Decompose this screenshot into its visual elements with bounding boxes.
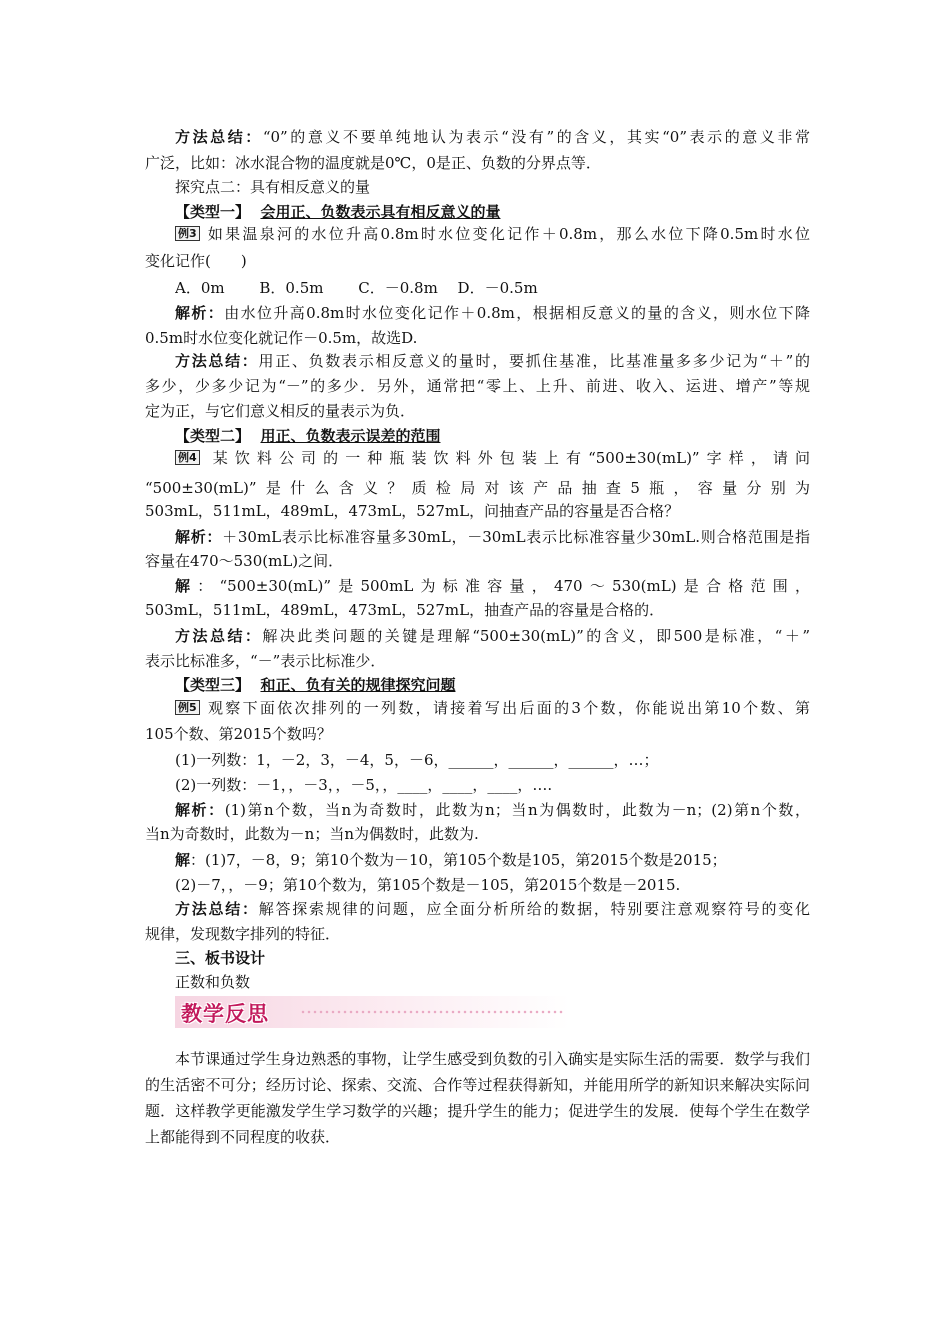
type-bracket: 【类型三】 xyxy=(175,676,251,694)
type-title: 会用正、负数表示具有相反意义的量 xyxy=(260,203,501,221)
type-heading-1 xyxy=(175,201,810,223)
type-bracket: 【类型二】 xyxy=(175,427,251,445)
analysis-label: 解析： xyxy=(175,801,225,819)
analysis-label: 解析： xyxy=(175,528,223,546)
text-line: 规律，发现数字排列的特征． xyxy=(145,925,341,943)
text-line: 105个数、第2015个数吗？ xyxy=(145,725,332,743)
sequence-1: (1)一列数：1，－2，3，－4，5，－6，______，______，______，…； xyxy=(175,751,659,769)
text-line: 容量在470～530(mL)之间． xyxy=(145,552,344,570)
text: 观察下面依次排列的一列数，请接着写出后面的3个数，你能说出第10个数、第 xyxy=(205,699,810,717)
method-summary-label: 方法总结： xyxy=(175,352,259,370)
example-5 xyxy=(175,697,810,719)
solution-label: 解 xyxy=(175,577,198,595)
method-summary-3 xyxy=(175,625,810,647)
type-heading-3 xyxy=(175,674,810,696)
analysis-4 xyxy=(175,526,810,548)
text-line: 表示比标准多，“－”表示比标准少． xyxy=(145,652,386,670)
example-4 xyxy=(175,447,810,469)
text: 解答探索规律的问题，应全面分析所给的数据，特别要注意观察符号的变化 xyxy=(258,900,810,918)
teaching-reflection-banner xyxy=(175,996,570,1028)
text-line: 广泛，比如：冰水混合物的温度就是0℃，0是正、负数的分界点等． xyxy=(145,154,601,172)
text-line: 当n为奇数时，此数为－n；当n为偶数时，此数为. xyxy=(145,825,479,843)
type-heading-2 xyxy=(175,425,810,447)
example-tag: 例3 xyxy=(175,226,200,241)
type-title: 用正、负数表示误差的范围 xyxy=(260,427,441,445)
text: 某饮料公司的一种瓶装饮料外包装上有“500±30(mL)”字样，请问 xyxy=(205,449,810,467)
text: ＋30mL表示比标准容量多30mL，－30mL表示比标准容量少30mL.则合格范围是指 xyxy=(222,528,810,546)
text-line: “500±30(mL)”是什么含义？质检局对该产品抽查5瓶，容量分别为 xyxy=(145,479,810,497)
text-line: (2)－7，，－9；第10个数为，第105个数是－105，第2015个数是－2015. xyxy=(175,876,681,894)
text: 由水位升高0.8m时水位变化记作＋0.8m，根据相反意义的量的含义，则水位下降 xyxy=(224,304,810,322)
text-line: 503mL，511mL，489mL，473mL，527mL，问抽查产品的容量是否合格？ xyxy=(145,502,680,520)
board-title: 正数和负数 xyxy=(175,973,251,991)
section-heading: 探究点二：具有相反意义的量 xyxy=(175,178,371,196)
example-tag: 例4 xyxy=(175,450,200,465)
text: “0”的意义不要单纯地认为表示“没有”的含义，其实“0”表示的意义非常 xyxy=(262,128,810,146)
method-summary-4 xyxy=(175,898,810,920)
example-3 xyxy=(175,223,810,245)
section-heading-board: 三、板书设计 xyxy=(175,949,266,967)
text: ：(1)7，－8，9；第10个数为－10，第105个数是105，第2015个数是2015； xyxy=(190,851,727,869)
method-summary-label: 方法总结： xyxy=(175,627,263,645)
text: (1)第n个数，当n为奇数时，此数为n；当n为偶数时，此数为－n；(2)第n个数， xyxy=(224,801,810,819)
text-line: 0.5m时水位变化就记作－0.5m，故选D. xyxy=(145,329,418,347)
reflection-paragraph: 本节课通过学生身边熟悉的事物，让学生感受到负数的引入确实是实际生活的需要．数学与我们的生活密不可分；经历讨论、探索、交流、合作等过程获得新知，并能用所学的新知识来解决实际问题．这样教学更能激发学生学习数学的兴趣；提升学生的能力；促进学生的发展．使每个学生在数学上都能得到不同程度的收获． xyxy=(145,1050,810,1146)
solution-label: 解 xyxy=(175,851,191,869)
text: 用正、负数表示相反意义的量时，要抓住基准，比基准量多多少记为“＋”的 xyxy=(258,352,810,370)
banner-title: 教学反思 xyxy=(181,1002,269,1026)
type-bracket: 【类型一】 xyxy=(175,203,251,221)
text-line: 变化记作( ) xyxy=(145,252,247,270)
solution-5 xyxy=(175,849,810,871)
type-title: 和正、负有关的规律探究问题 xyxy=(260,676,456,694)
analysis-3 xyxy=(175,302,810,324)
method-summary-2 xyxy=(175,350,810,372)
text-line: 定为正，与它们意义相反的量表示为负． xyxy=(145,402,416,420)
example-tag: 例5 xyxy=(175,700,200,715)
options-line: A．0m B．0.5m C．－0.8m D．－0.5m xyxy=(175,279,538,297)
analysis-label: 解析： xyxy=(175,304,225,322)
banner-decoration xyxy=(300,1010,565,1014)
sequence-2: (2)一列数：－1，，－3，，－5，，____，____，____，…. xyxy=(175,776,553,794)
text-line: 503mL，511mL，489mL，473mL，527mL，抽查产品的容量是合格的． xyxy=(145,601,665,619)
method-summary-1 xyxy=(175,126,810,148)
text: 如果温泉河的水位升高0.8m时水位变化记作＋0.8m，那么水位下降0.5m时水位 xyxy=(205,225,810,243)
text: ：“500±30(mL)”是500mL为标准容量，470～530(mL)是合格范围， xyxy=(197,577,810,595)
text-line: 多少，少多少记为“－”的多少．另外，通常把“零上、上升、前进、收入、运进、增产”等规 xyxy=(145,377,810,395)
method-summary-label: 方法总结： xyxy=(175,900,259,918)
method-summary-label: 方法总结： xyxy=(175,128,263,146)
text: 解决此类问题的关键是理解“500±30(mL)”的含义，即500是标准，“＋” xyxy=(262,627,810,645)
analysis-5 xyxy=(175,799,810,821)
solution-4 xyxy=(175,575,810,597)
